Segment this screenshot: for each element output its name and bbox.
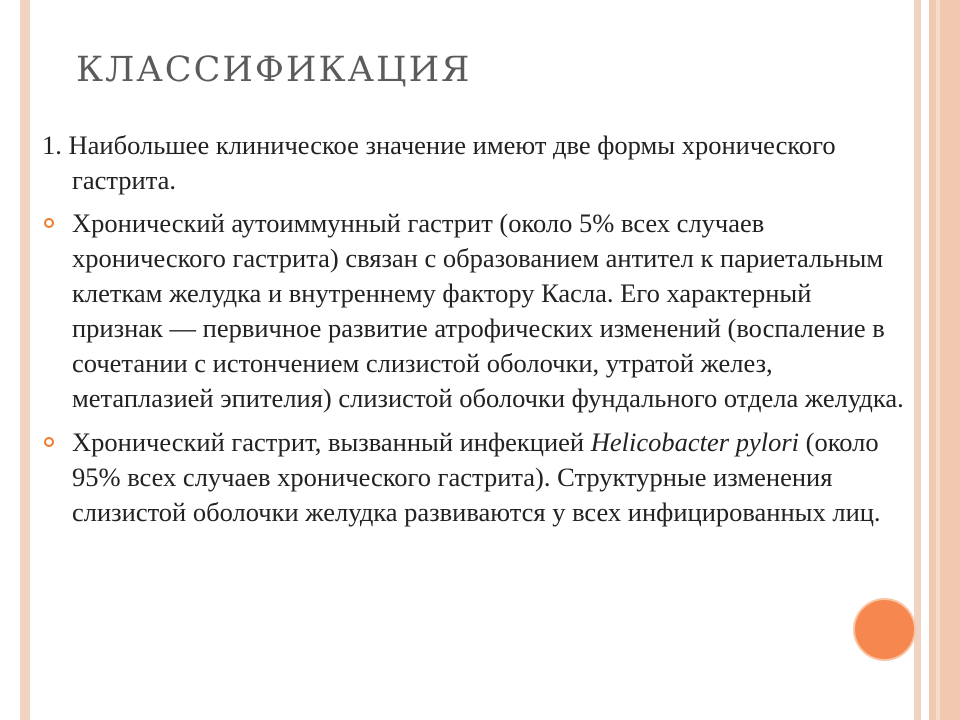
left-decorative-bar [20,0,30,720]
slide-title: КЛАССИФИКАЦИЯ [76,50,472,90]
bullet-ring-icon [44,437,54,447]
right-decorative-band-inner [936,0,940,720]
bullet-item-helicobacter [42,425,904,530]
right-decorative-stripe [914,0,921,720]
right-decorative-band [929,0,960,720]
slide-body [42,128,904,539]
numbered-paragraph: 1. Наибольшее клиническое значение имеют две формы хронического гастрита. [42,130,836,195]
bullet-text-start: Хронический гастрит, вызванный инфекцией [72,427,591,457]
bullet-text-end: (около 95% всех случаев хронического гастрита). Структурные изменения слизистой оболочки желудка развиваются у всех инфицированных лиц. [72,427,881,527]
decorative-orange-circle [855,600,914,659]
bullet-ring-icon [44,218,54,228]
bullet-item-autoimmune [42,206,904,416]
bacteria-name: Helicobacter pylori [590,427,799,457]
bullet-text: Хронический аутоиммунный гастрит (около 5% всех случаев хронического гастрита) связан с образованием антител к париетальным клеткам желудка и внутреннему фактору Касла. Его характерный признак — первичное развитие атрофических изменений (воспаление в сочетании с истончением слизистой оболочки, утратой желез, метаплазией эпителия) слизистой оболочки фундального отдела желудка. [72,208,904,413]
